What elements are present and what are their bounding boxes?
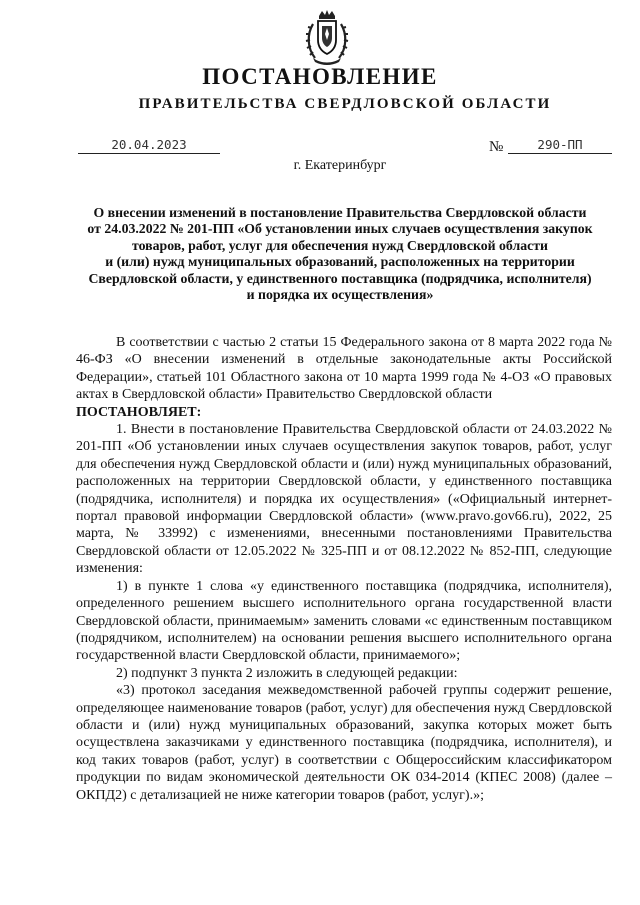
coat-of-arms-icon (305, 10, 349, 66)
document-body (76, 334, 612, 804)
document-number: 290-ПП (508, 136, 612, 154)
number-label: № (489, 139, 504, 155)
heading-line: и (или) нужд муниципальных образований, расположенных на территории (105, 254, 575, 270)
preamble-paragraph: В соответствии с частью 2 статьи 15 Федерального закона от 8 марта 2022 года № 46-ФЗ «О внесении изменений в отдельные законодательные акты Российской Федерации», статьей 101 Областного закона от 10 марта 1999 года № 4-ОЗ «О правовых актах в Свердловской области» Правительство Свердловской области (76, 335, 612, 403)
document-heading (60, 205, 620, 303)
resolves-heading: ПОСТАНОВЛЯЕТ: (76, 404, 202, 420)
heading-line: и порядка их осуществления» (246, 287, 434, 303)
item-1-2-paragraph: 2) подпункт 3 пункта 2 изложить в следующей редакции: (116, 665, 458, 681)
item-1-2-text-paragraph: «3) протокол заседания межведомственной рабочей группы содержит решение, определяющее наименование товаров (работ, услуг) для обеспечения нужд Свердловской области и (или) нужд муниципальных образований, закупка которых может быть осуществлена заказчиками у единственного поставщика (подрядчика, исполнителя), и код таких товаров (работ, услуг) в соответствии с Общероссийским классификатором продукции по видам экономической деятельности ОК 034-2014 (КПЕС 2008) (далее – ОКПД2) с детализацией не ниже категории товаров (работ, услуг).»; (76, 683, 612, 803)
document-type-title: ПОСТАНОВЛЕНИЕ (202, 64, 438, 89)
item-1-1-paragraph: 1) в пункте 1 слова «у единственного поставщика (подрядчика, исполнителя), определенного решением высшего исполнительного органа государственной власти Свердловской области, принимаемым» заменить словами «с единственным поставщиком (подрядчиком, исполнителем) на основании решения высшего исполнительного органа государственной власти Свердловской области, принимаемого»; (76, 578, 612, 664)
heading-line: товаров, работ, услуг для обеспечения нужд Свердловской области (132, 237, 548, 253)
heading-line: О внесении изменений в постановление Правительства Свердловской области (93, 205, 587, 220)
issuer-subtitle: ПРАВИТЕЛЬСТВА СВЕРДЛОВСКОЙ ОБЛАСТИ (138, 96, 552, 112)
city: г. Екатеринбург (293, 158, 387, 173)
document-date: 20.04.2023 (78, 136, 220, 154)
heading-line: от 24.03.2022 № 201-ПП «Об установлении иных случаев осуществления закупок (87, 221, 593, 237)
heading-line: Свердловской области, у единственного поставщика (подрядчика, исполнителя) (88, 270, 592, 286)
item-1-paragraph: 1. Внести в постановление Правительства Свердловской области от 24.03.2022 № 201-ПП «Об установлении иных случаев осуществления закупок товаров, работ, услуг для обеспечения нужд Свердловской области и (или) нужд муниципальных образований, расположенных на территории Свердловской области, у единственного поставщика (подрядчика, исполнителя) и порядка их осуществления» («Официальный интернет-портал правовой информации Свердловской области» (www.pravo.gov66.ru), 2022, 25 марта, № 33992) с изменениями, внесенными постановлениями Правительства Свердловской области от 12.05.2022 № 325-ПП и от 08.12.2022 № 852-ПП, следующие изменения: (76, 422, 612, 577)
